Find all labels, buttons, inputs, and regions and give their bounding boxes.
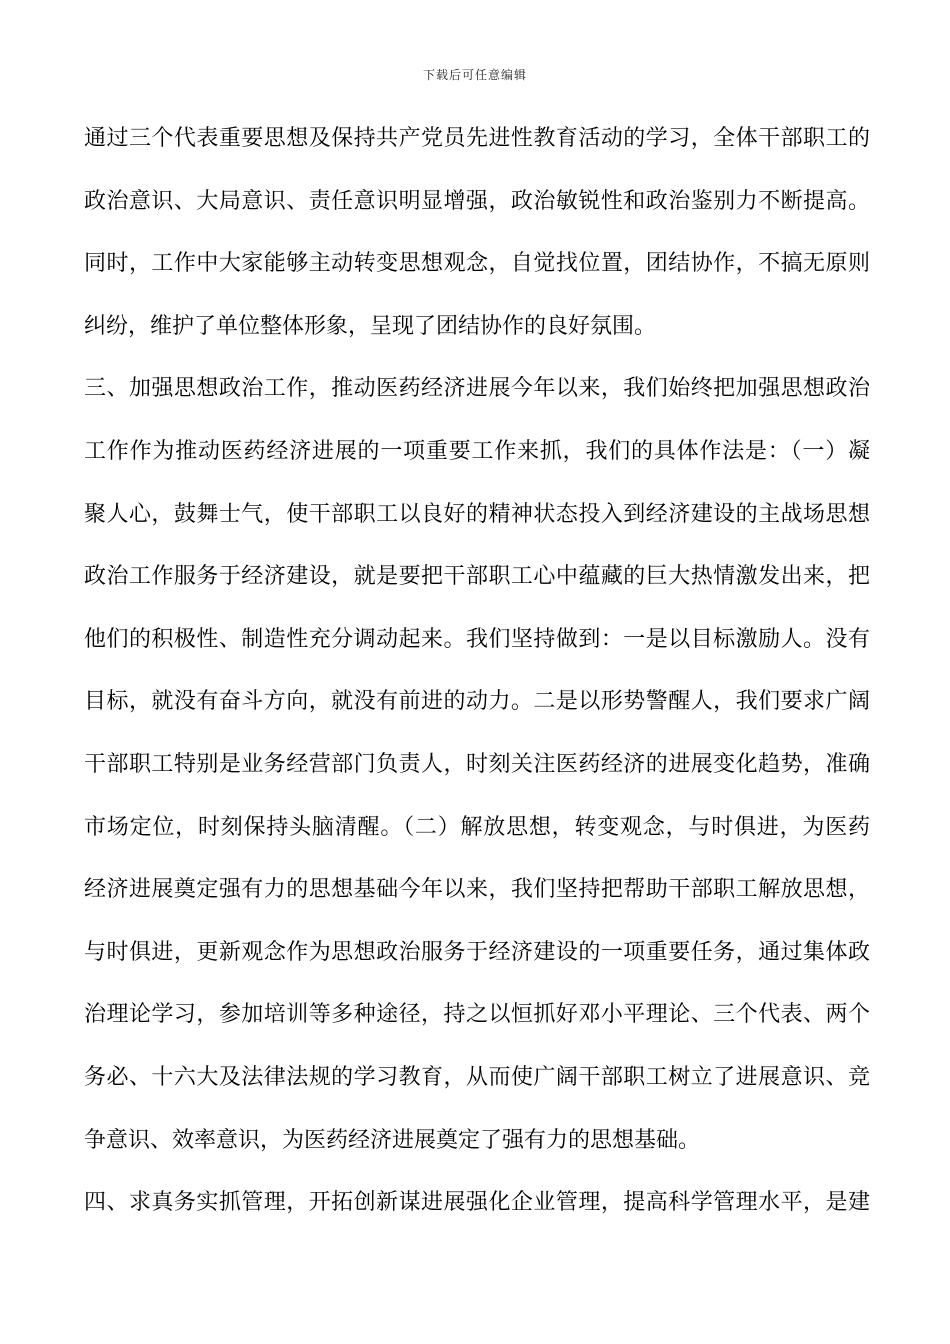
text-line: 治理论学习，参加培训等多种途径，持之以恒抓好邓小平理论、三个代表、两个 <box>84 1002 870 1028</box>
text-line: 争意识、效率意识，为医药经济进展奠定了强有力的思想基础。 <box>84 1127 701 1153</box>
text-line: 目标，就没有奋斗方向，就没有前进的动力。二是以形势警醒人，我们要求广阔 <box>84 689 870 715</box>
text-line: 政治意识、大局意识、责任意识明显增强，政治敏锐性和政治鉴别力不断提高。 <box>84 188 870 214</box>
text-line: 市场定位，时刻保持头脑清醒。（二）解放思想，转变观念，与时俱进，为医药 <box>84 814 870 840</box>
text-line: 工作作为推动医药经济进展的一项重要工作来抓，我们的具体作法是：（一）凝 <box>84 438 870 464</box>
text-line: 干部职工特别是业务经营部门负责人，时刻关注医药经济的进展变化趋势，准确 <box>84 751 870 777</box>
text-line: 他们的积极性、制造性充分调动起来。我们坚持做到：一是以目标激励人。没有 <box>84 626 870 652</box>
text-line: 通过三个代表重要思想及保持共产党员先进性教育活动的学习，全体干部职工的 <box>84 126 870 151</box>
text-line: 四、求真务实抓管理，开拓创新谋进展强化企业管理，提高科学管理水平，是建 <box>84 1190 870 1216</box>
text-line: 政治工作服务于经济建设，就是要把干部职工心中蕴藏的巨大热情激发出来，把 <box>84 564 870 590</box>
body-text <box>84 116 870 1243</box>
text-line: 纠纷，维护了单位整体形象，呈现了团结协作的良好氛围。 <box>84 313 657 339</box>
text-line: 务必、十六大及法律法规的学习教育，从而使广阔干部职工树立了进展意识、竞 <box>84 1064 870 1090</box>
download-note: 下载后可任意编辑 <box>422 68 527 82</box>
text-line: 同时，工作中大家能够主动转变思想观念，自觉找位置，团结协作，不搞无原则 <box>84 251 870 277</box>
text-line: 聚人心，鼓舞士气，使干部职工以良好的精神状态投入到经济建设的主战场思想 <box>84 501 870 527</box>
text-line: 经济进展奠定强有力的思想基础今年以来，我们坚持把帮助干部职工解放思想， <box>84 877 870 903</box>
text-line: 三、加强思想政治工作，推动医药经济进展今年以来，我们始终把加强思想政治 <box>84 376 870 402</box>
text-line: 与时俱进，更新观念作为思想政治服务于经济建设的一项重要任务，通过集体政 <box>84 939 870 965</box>
